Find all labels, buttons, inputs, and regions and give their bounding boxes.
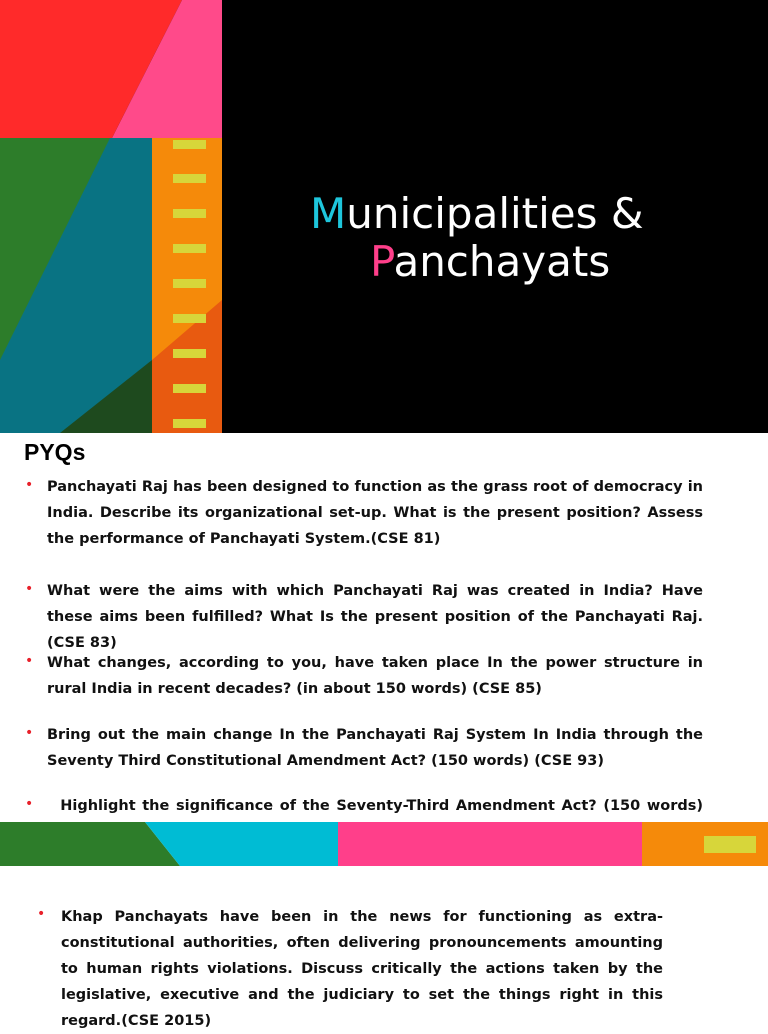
title-line-1 [310, 189, 644, 238]
title-initial-p: P [370, 237, 394, 286]
question-6: Khap Panchayats have been in the news for functioning as extra-constitutional authorities, often delivering pronouncements amounting to human rights violations. Discuss critically the actions taken by the legislative, executive and the judiciary to set the things right in this regard.(CSE 2015) [61, 909, 663, 1029]
bullet-icon: • [25, 725, 34, 741]
question-5: Highlight the significance of the Seventy-Third Amendment Act? (150 words) [60, 798, 703, 814]
decorative-color-blocks [0, 0, 222, 433]
bullet-icon: • [37, 906, 46, 922]
title-line-2-rest: anchayats [393, 237, 611, 286]
bullet-icon: • [25, 581, 34, 597]
title-initial-m: M [310, 189, 347, 238]
pyq-slide [0, 433, 768, 822]
title-slide [0, 0, 768, 433]
question-1: Panchayati Raj has been designed to function as the grass root of democracy in India. Describe its organizational set-up. What is the present position? Assess the performance of Panchayati System.(CSE 81) [47, 479, 703, 547]
pyq-heading: PYQs [24, 439, 86, 465]
decorative-color-band [0, 822, 768, 866]
question-2: What were the aims with which Panchayati Raj was created in India? Have these aims been fulfilled? What Is the present position of the Panchayati Raj.(CSE 83) [47, 583, 703, 651]
pyq-slide-continued [0, 866, 768, 1029]
title-line-2 [310, 238, 710, 286]
title-line-1-rest: unicipalities & [346, 189, 644, 238]
bullet-icon: • [25, 796, 34, 812]
question-4: Bring out the main change In the Panchayati Raj System In India through the Seventy Third Constitutional Amendment Act? (150 words) (CSE 93) [47, 727, 703, 769]
slide-title [310, 190, 710, 286]
bullet-icon: • [25, 653, 34, 669]
bullet-icon: • [25, 477, 34, 493]
question-3: What changes, according to you, have taken place In the power structure in rural India in recent decades? (in about 150 words) (CSE 85) [47, 655, 703, 697]
